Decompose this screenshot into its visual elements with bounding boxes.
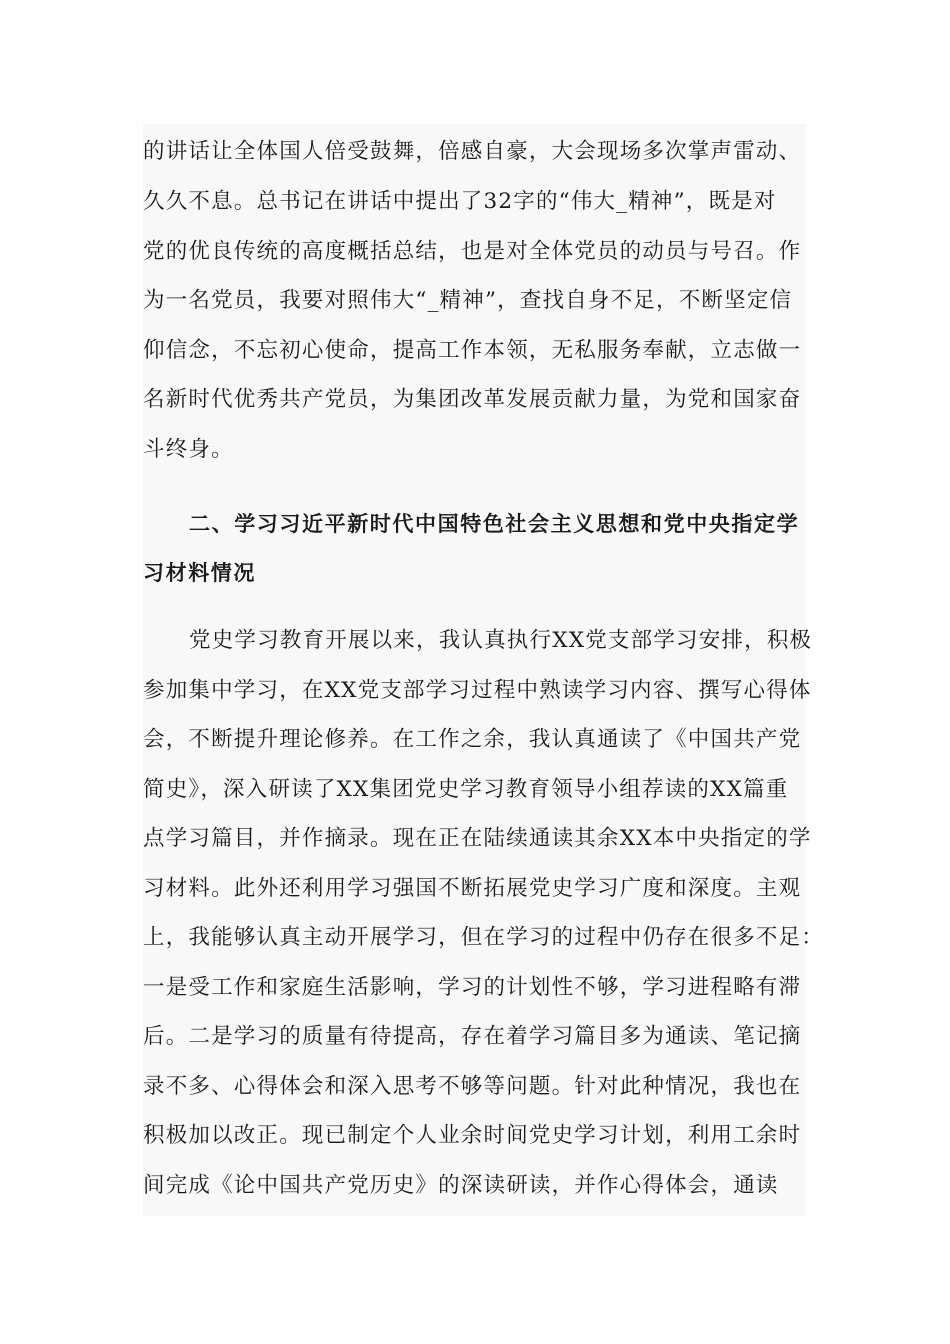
- text-line: 会，不断提升理论修养。在工作之余，我认真通读了《中国共产党: [143, 727, 802, 752]
- text-line: 的讲话让全体国人倍受鼓舞，倍感自豪，大会现场多次掌声雷动、: [143, 139, 802, 164]
- text-line: 党的优良传统的高度概括总结，也是对全体党员的动员与号召。作: [143, 239, 802, 264]
- text-line: 简史》，深入研读了XX集团党史学习教育领导小组荐读的XX篇重: [143, 777, 789, 802]
- text-line: 后。二是学习的质量有待提高，存在着学习篇目多为通读、笔记摘: [143, 1024, 802, 1049]
- text-line: 录不多、心得体会和深入思考不够等问题。针对此种情况，我也在: [143, 1074, 802, 1099]
- heading-line: 二、学习习近平新时代中国特色社会主义思想和党中央指定学: [189, 512, 800, 536]
- heading-line: 习材料情况: [143, 561, 256, 585]
- text-line: 参加集中学习，在XX党支部学习过程中熟读学习内容、撰写心得体: [143, 678, 812, 703]
- text-line: 一是受工作和家庭生活影响，学习的计划性不够，学习进程略有滞: [143, 975, 802, 1000]
- text-line: 点学习篇目，并作摘录。现在正在陆续通读其余XX本中央指定的学: [143, 826, 812, 851]
- text-line: 党史学习教育开展以来，我认真执行XX党支部学习安排，积极: [189, 628, 813, 653]
- document-page: [143, 124, 825, 1216]
- text-line: 习材料。此外还利用学习强国不断拓展党史学习广度和深度。主观: [143, 876, 802, 901]
- text-line: 斗终身。: [143, 437, 234, 462]
- text-line: 上，我能够认真主动开展学习，但在学习的过程中仍存在很多不足：: [143, 925, 825, 950]
- text-line: 名新时代优秀共产党员，为集团改革发展贡献力量，为党和国家奋: [143, 387, 802, 412]
- text-line: 仰信念，不忘初心使命，提高工作本领，无私服务奉献，立志做一: [143, 338, 802, 363]
- text-line: 为一名党员，我要对照伟大“_精神”，查找自身不足，不断坚定信: [143, 288, 793, 313]
- text-line: 间完成《论中国共产党历史》的深读研读，并作心得体会，通读: [143, 1173, 779, 1198]
- text-line: 久久不息。总书记在讲话中提出了32字的“伟大_精神”，既是对: [143, 189, 777, 214]
- text-line: 积极加以改正。现已制定个人业余时间党史学习计划，利用工余时: [143, 1123, 802, 1148]
